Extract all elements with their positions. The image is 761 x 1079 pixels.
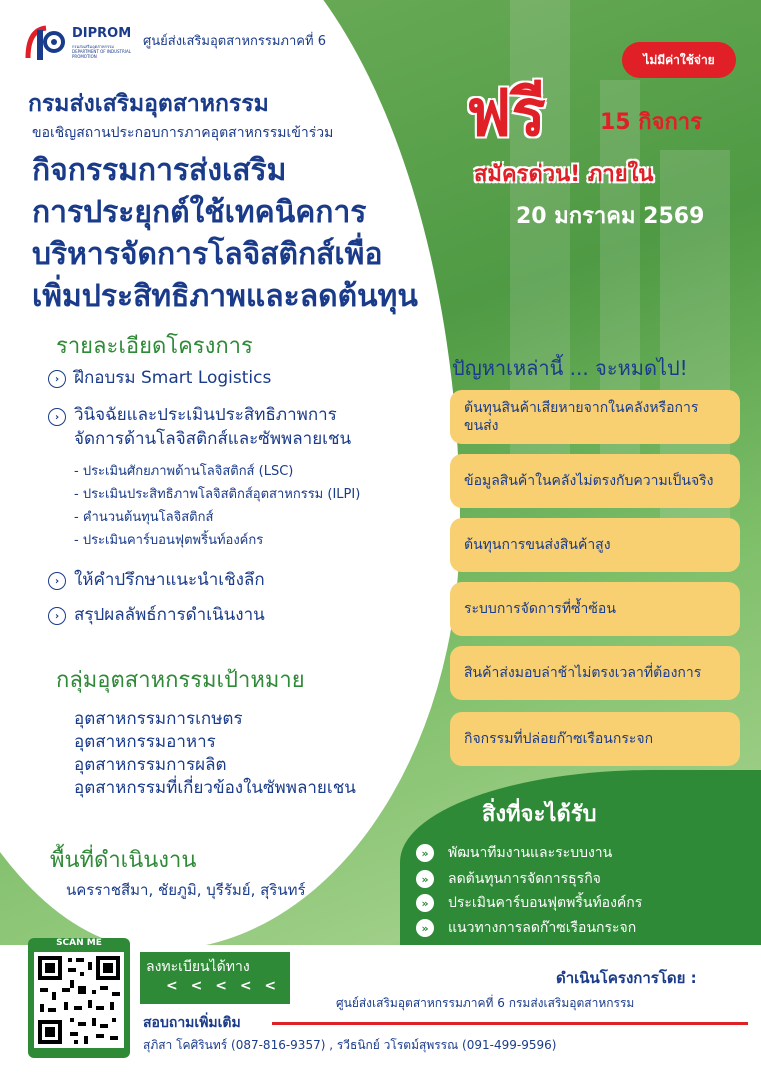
problem-item bbox=[450, 646, 740, 700]
detail-item-continued: จัดการด้านโลจิสติกส์และซัพพลายเชน bbox=[74, 429, 352, 449]
industry-item: อุตสาหกรรมที่เกี่ยวข้องในซัพพลายเชน bbox=[74, 778, 356, 798]
scan-me-label: SCAN ME bbox=[56, 938, 102, 948]
problem-item bbox=[450, 712, 740, 766]
problem-item bbox=[450, 454, 740, 508]
benefit-item bbox=[416, 892, 642, 914]
org-short-name: DIPROM bbox=[72, 26, 132, 41]
chevron-right-icon: › bbox=[48, 370, 66, 388]
register-label: ลงทะเบียนได้ทาง bbox=[146, 959, 250, 975]
chevron-right-icon: › bbox=[48, 408, 66, 426]
no-cost-badge: ไม่มีค่าใช้จ่าย bbox=[622, 42, 736, 78]
organizer-title: ดำเนินโครงการโดย : bbox=[556, 969, 697, 987]
problem-text: ข้อมูลสินค้าในคลังไม่ตรงกับความเป็นจริง bbox=[464, 473, 714, 489]
benefit-text: ประเมินคาร์บอนฟุตพริ้นท์องค์กร bbox=[448, 895, 643, 911]
contact-info: สุภิสา โคศิรินทร์ (087-816-9357) , รวีธนิกย์ วโรตม์สุพรรณ (091-499-9596) bbox=[143, 1038, 557, 1052]
benefit-text: ลดต้นทุนการจัดการธุรกิจ bbox=[448, 871, 601, 887]
register-arrows: < < < < < < bbox=[166, 978, 305, 994]
double-chevron-right-icon: » bbox=[416, 894, 434, 912]
qr-code-icon[interactable] bbox=[34, 952, 124, 1048]
divider-line bbox=[272, 1022, 748, 1025]
headline-line: บริหารจัดการโลจิสติกส์เพื่อ bbox=[32, 237, 383, 272]
double-chevron-right-icon: » bbox=[416, 919, 434, 937]
chevron-right-icon: › bbox=[48, 607, 66, 625]
invitation-text: ขอเชิญสถานประกอบการภาคอุตสาหกรรมเข้าร่วม bbox=[32, 125, 334, 141]
detail-item: สรุปผลลัพธ์การดำเนินงาน bbox=[74, 605, 265, 625]
deadline-date: 20 มกราคม 2569 bbox=[516, 204, 705, 229]
problem-text: ต้นทุนสินค้าเสียหายจากในคลังหรือการขนส่ง bbox=[464, 400, 699, 434]
quota-count: 15 กิจการ bbox=[600, 110, 702, 135]
industry-item: อุตสาหกรรมการผลิต bbox=[74, 755, 227, 775]
industry-item: อุตสาหกรรมอาหาร bbox=[74, 732, 216, 752]
benefit-item bbox=[416, 917, 636, 939]
benefit-item bbox=[416, 868, 601, 890]
detail-sub-item: - คำนวนต้นทุนโลจิสติกส์ bbox=[74, 510, 214, 525]
problem-text: สินค้าส่งมอบล่าช้าไม่ตรงเวลาที่ต้องการ bbox=[464, 665, 702, 681]
headline-line: เพิ่มประสิทธิภาพและลดต้นทุน bbox=[32, 279, 418, 314]
problem-item bbox=[450, 582, 740, 636]
department-title: กรมส่งเสริมอุตสาหกรรม bbox=[28, 91, 269, 117]
benefit-text: พัฒนาทีมงานและระบบงาน bbox=[448, 845, 613, 861]
headline-line: กิจกรรมการส่งเสริม bbox=[32, 153, 287, 188]
organizer-name: ศูนย์ส่งเสริมอุตสาหกรรมภาคที่ 6 กรมส่งเสริมอุตสาหกรรม bbox=[336, 996, 635, 1010]
more-info-label: สอบถามเพิ่มเติม bbox=[143, 1015, 241, 1031]
detail-sub-item: - ประเมินคาร์บอนฟุตพริ้นท์องค์กร bbox=[74, 533, 264, 548]
center-name: ศูนย์ส่งเสริมอุตสาหกรรมภาคที่ 6 bbox=[143, 34, 326, 49]
free-badge-text: ฟรี bbox=[466, 77, 546, 151]
detail-item: ให้คำปรึกษาแนะนำเชิงลึก bbox=[74, 570, 265, 590]
org-short-subtitle: กรมส่งเสริมอุตสาหกรรม DEPARTMENT OF INDUSTRIAL PROMOTION bbox=[72, 44, 131, 59]
industry-item: อุตสาหกรรมการเกษตร bbox=[74, 709, 243, 729]
area-title: พื้นที่ดำเนินงาน bbox=[50, 848, 197, 873]
problems-title: ปัญหาเหล่านี้ ... จะหมดไป! bbox=[452, 356, 688, 380]
benefits-title: สิ่งที่จะได้รับ bbox=[482, 802, 597, 827]
double-chevron-right-icon: » bbox=[416, 844, 434, 862]
detail-sub-item: - ประเมินศักยภาพด้านโลจิสติกส์ (LSC) bbox=[74, 464, 294, 479]
area-provinces: นครราชสีมา, ชัยภูมิ, บุรีรัมย์, สุรินทร์ bbox=[66, 881, 306, 899]
headline-line: การประยุกต์ใช้เทคนิคการ bbox=[32, 195, 367, 230]
problem-item bbox=[450, 390, 740, 444]
problem-text: กิจกรรมที่ปล่อยก๊าซเรือนกระจก bbox=[464, 731, 654, 747]
problem-text: ต้นทุนการขนส่งสินค้าสูง bbox=[464, 537, 611, 553]
problem-item bbox=[450, 518, 740, 572]
apply-now-text: สมัครด่วน! ภายใน bbox=[474, 162, 654, 187]
double-chevron-right-icon: » bbox=[416, 870, 434, 888]
problem-text: ระบบการจัดการที่ซ้ำซ้อน bbox=[464, 601, 616, 617]
benefit-text: แนวทางการลดก๊าซเรือนกระจก bbox=[448, 920, 637, 936]
chevron-right-icon: › bbox=[48, 572, 66, 590]
detail-sub-item: - ประเมินประสิทธิภาพโลจิสติกส์อุตสาหกรรม (ILPI) bbox=[74, 487, 361, 502]
detail-item: วินิจฉัยและประเมินประสิทธิภาพการ bbox=[74, 405, 337, 425]
details-title: รายละเอียดโครงการ bbox=[56, 334, 253, 359]
industries-title: กลุ่มอุตสาหกรรมเป้าหมาย bbox=[56, 668, 305, 693]
diprom-logo-icon bbox=[24, 22, 66, 66]
benefit-item bbox=[416, 842, 612, 864]
detail-item: ฝึกอบรม Smart Logistics bbox=[74, 368, 272, 388]
